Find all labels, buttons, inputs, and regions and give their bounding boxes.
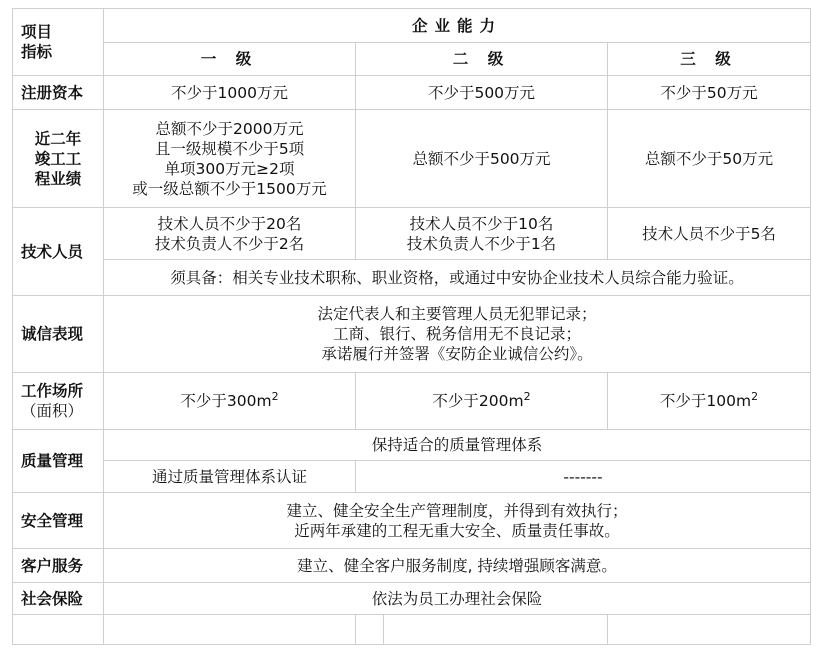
performance-level1-line3: 单项300万元≥2项 [164,159,295,178]
technical-staff-level1-line2: 技术负责人不少于2名 [154,234,305,253]
workplace-level1 [104,373,356,430]
workplace-level2-value: 不少于200m [432,392,524,410]
quality-common: 保持适合的质量管理体系 [104,430,811,461]
empty-cell [356,615,384,645]
social-insurance-value: 依法为员工办理社会保险 [104,583,811,615]
registered-capital-level2: 不少于500万元 [356,76,608,110]
level-1-header: 一 级 [104,43,356,76]
empty-cell [608,615,811,645]
customer-service-label: 客户服务 [13,549,104,583]
empty-cell [13,615,104,645]
performance-label-line2: 竣工工 [34,149,82,168]
workplace-level3-value: 不少于100m [659,392,752,410]
integrity-line3: 承诺履行并签署《安防企业诚信公约》。 [321,345,593,363]
integrity-line2: 工商、银行、税务信用无不良记录； [333,325,582,343]
workplace-label-line2: （面积） [21,402,84,420]
safety-line2: 近两年承建的工程无重大安全、质量责任事故。 [294,521,620,540]
integrity-value [104,296,811,373]
qualification-table [12,8,811,645]
safety-label: 安全管理 [13,493,104,549]
item-label-line2: 指标 [21,43,53,61]
performance-label-line3: 程业绩 [34,169,82,188]
social-insurance-label: 社会保险 [13,583,104,615]
workplace-label-line1: 工作场所 [21,382,84,400]
empty-cell [384,615,608,645]
technical-staff-label: 技术人员 [13,208,104,296]
performance-label [13,110,104,208]
integrity-line1: 法定代表人和主要管理人员无犯罪记录； [317,305,597,323]
item-label-line1: 项目 [21,23,53,41]
performance-level1-line1: 总额不少于2000万元 [155,119,304,138]
performance-label-line1: 近二年 [34,129,82,148]
performance-level1-line2: 且一级规模不少于5项 [154,139,305,158]
registered-capital-level3: 不少于50万元 [608,76,811,110]
registered-capital-level1: 不少于1000万元 [104,76,356,110]
empty-cell [104,615,356,645]
workplace-level3 [608,373,811,430]
item-indicator-header [13,9,104,76]
level-3-header: 三 级 [608,43,811,76]
unit-exponent: 2 [523,389,531,403]
quality-label: 质量管理 [13,430,104,493]
safety-value [104,493,811,549]
technical-staff-level2-line1: 技术人员不少于10名 [409,214,554,233]
quality-certified: 通过质量管理体系认证 [104,461,356,493]
technical-staff-level1-line1: 技术人员不少于20名 [157,214,302,233]
workplace-label [13,373,104,430]
performance-level3: 总额不少于50万元 [608,110,811,208]
workplace-level2 [356,373,608,430]
customer-service-value: 建立、健全客户服务制度, 持续增强顾客满意。 [104,549,811,583]
safety-line1: 建立、健全安全生产管理制度，并得到有效执行； [286,501,628,520]
technical-staff-level2 [356,208,608,260]
workplace-level1-value: 不少于300m [180,392,272,410]
performance-level1-line4: 或一级总额不少于1500万元 [132,179,327,198]
integrity-label: 诚信表现 [13,296,104,373]
performance-level1 [104,110,356,208]
level-2-header: 二 级 [356,43,608,76]
enterprise-capability-header: 企业能力 [104,9,811,43]
unit-exponent: 2 [271,389,279,403]
quality-other: ------- [356,461,811,493]
registered-capital-label: 注册资本 [13,76,104,110]
technical-staff-level1 [104,208,356,260]
unit-exponent: 2 [751,389,759,403]
technical-staff-requirement: 须具备：相关专业技术职称、职业资格，或通过中安协企业技术人员综合能力验证。 [104,260,811,296]
technical-staff-level3: 技术人员不少于5名 [608,208,811,260]
technical-staff-level2-line2: 技术负责人不少于1名 [406,234,557,253]
performance-level2: 总额不少于500万元 [356,110,608,208]
